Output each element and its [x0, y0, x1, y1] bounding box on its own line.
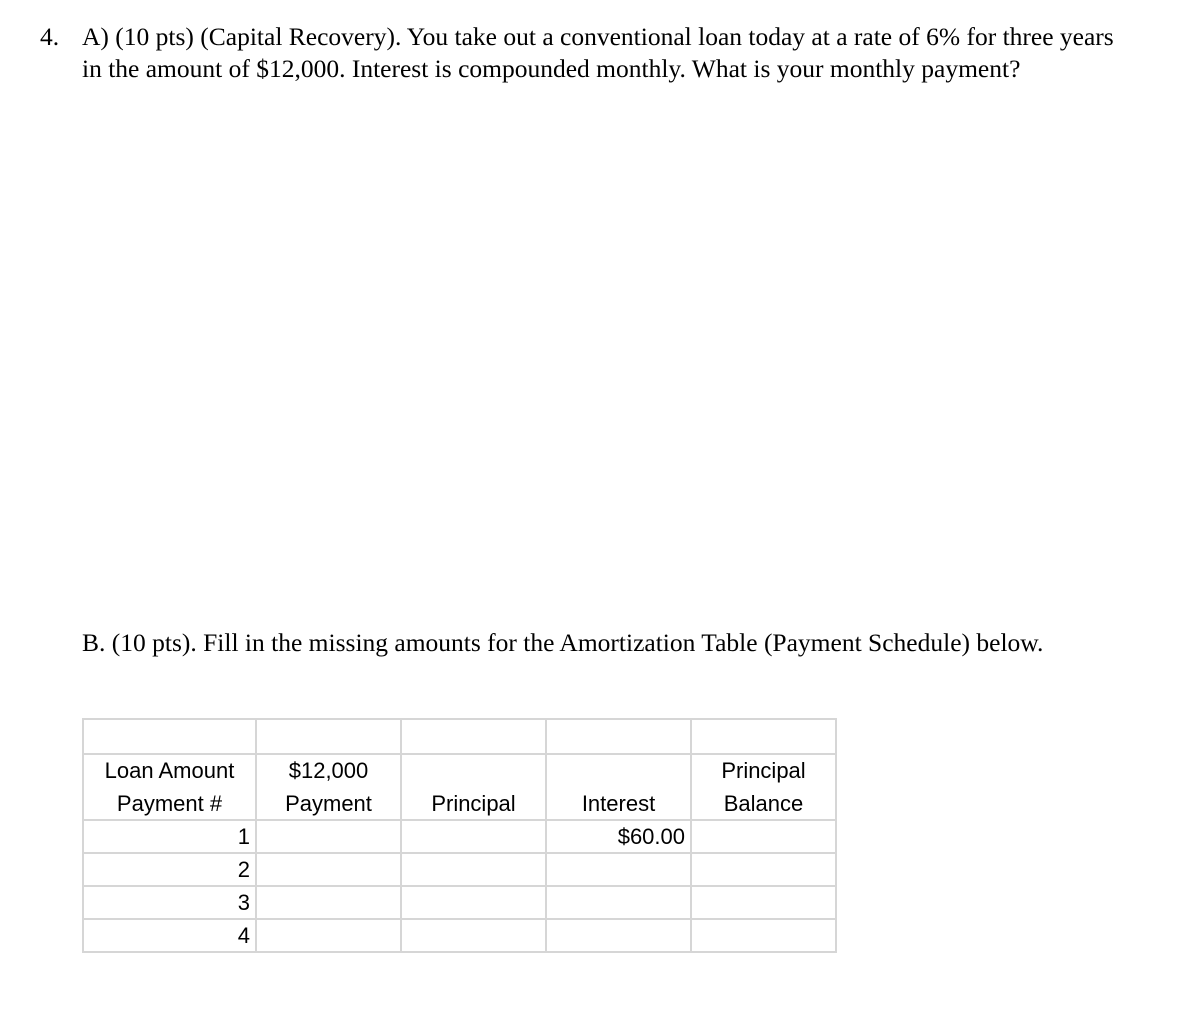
balance-cell[interactable]	[691, 919, 836, 952]
table-row-blank	[83, 719, 836, 754]
loan-amount-value: $12,000	[256, 754, 401, 787]
question-a-line-2: in the amount of $12,000. Interest is compounded monthly. What is your monthly payment?	[82, 54, 1021, 83]
table-row	[83, 919, 836, 952]
principal-cell[interactable]	[401, 886, 546, 919]
loan-amount-label: Loan Amount	[83, 754, 256, 787]
table-header-row	[83, 787, 836, 820]
payment-cell[interactable]	[256, 820, 401, 853]
interest-cell[interactable]	[546, 919, 691, 952]
header-balance: Balance	[691, 787, 836, 820]
balance-cell[interactable]	[691, 820, 836, 853]
balance-cell[interactable]	[691, 853, 836, 886]
interest-cell[interactable]	[546, 853, 691, 886]
interest-cell[interactable]	[546, 886, 691, 919]
table-cell[interactable]	[401, 719, 546, 754]
payment-cell[interactable]	[256, 886, 401, 919]
payment-number: 3	[83, 886, 256, 919]
table-cell[interactable]	[256, 719, 401, 754]
balance-cell[interactable]	[691, 886, 836, 919]
header-principal: Principal	[401, 787, 546, 820]
question-b: B. (10 pts). Fill in the missing amounts for the Amortization Table (Payment Schedule) below.	[82, 628, 1044, 657]
table-cell[interactable]	[401, 754, 546, 787]
table-cell[interactable]	[83, 719, 256, 754]
payment-cell[interactable]	[256, 919, 401, 952]
table-row-loan-amount	[83, 754, 836, 787]
principal-cell[interactable]	[401, 853, 546, 886]
payment-cell[interactable]	[256, 853, 401, 886]
principal-balance-header-top: Principal	[691, 754, 836, 787]
header-interest: Interest	[546, 787, 691, 820]
principal-cell[interactable]	[401, 820, 546, 853]
table-row	[83, 820, 836, 853]
interest-cell[interactable]: $60.00	[546, 820, 691, 853]
question-number: 4.	[40, 22, 60, 51]
payment-number: 2	[83, 853, 256, 886]
amortization-table	[82, 718, 837, 953]
question-a-line-1: A) (10 pts) (Capital Recovery). You take out a conventional loan today at a rate of 6% for three years	[82, 22, 1114, 51]
table-cell[interactable]	[691, 719, 836, 754]
payment-number: 1	[83, 820, 256, 853]
payment-number: 4	[83, 919, 256, 952]
table-cell[interactable]	[546, 719, 691, 754]
table-row	[83, 853, 836, 886]
header-payment-number: Payment #	[83, 787, 256, 820]
table-cell[interactable]	[546, 754, 691, 787]
table-row	[83, 886, 836, 919]
principal-cell[interactable]	[401, 919, 546, 952]
header-payment: Payment	[256, 787, 401, 820]
